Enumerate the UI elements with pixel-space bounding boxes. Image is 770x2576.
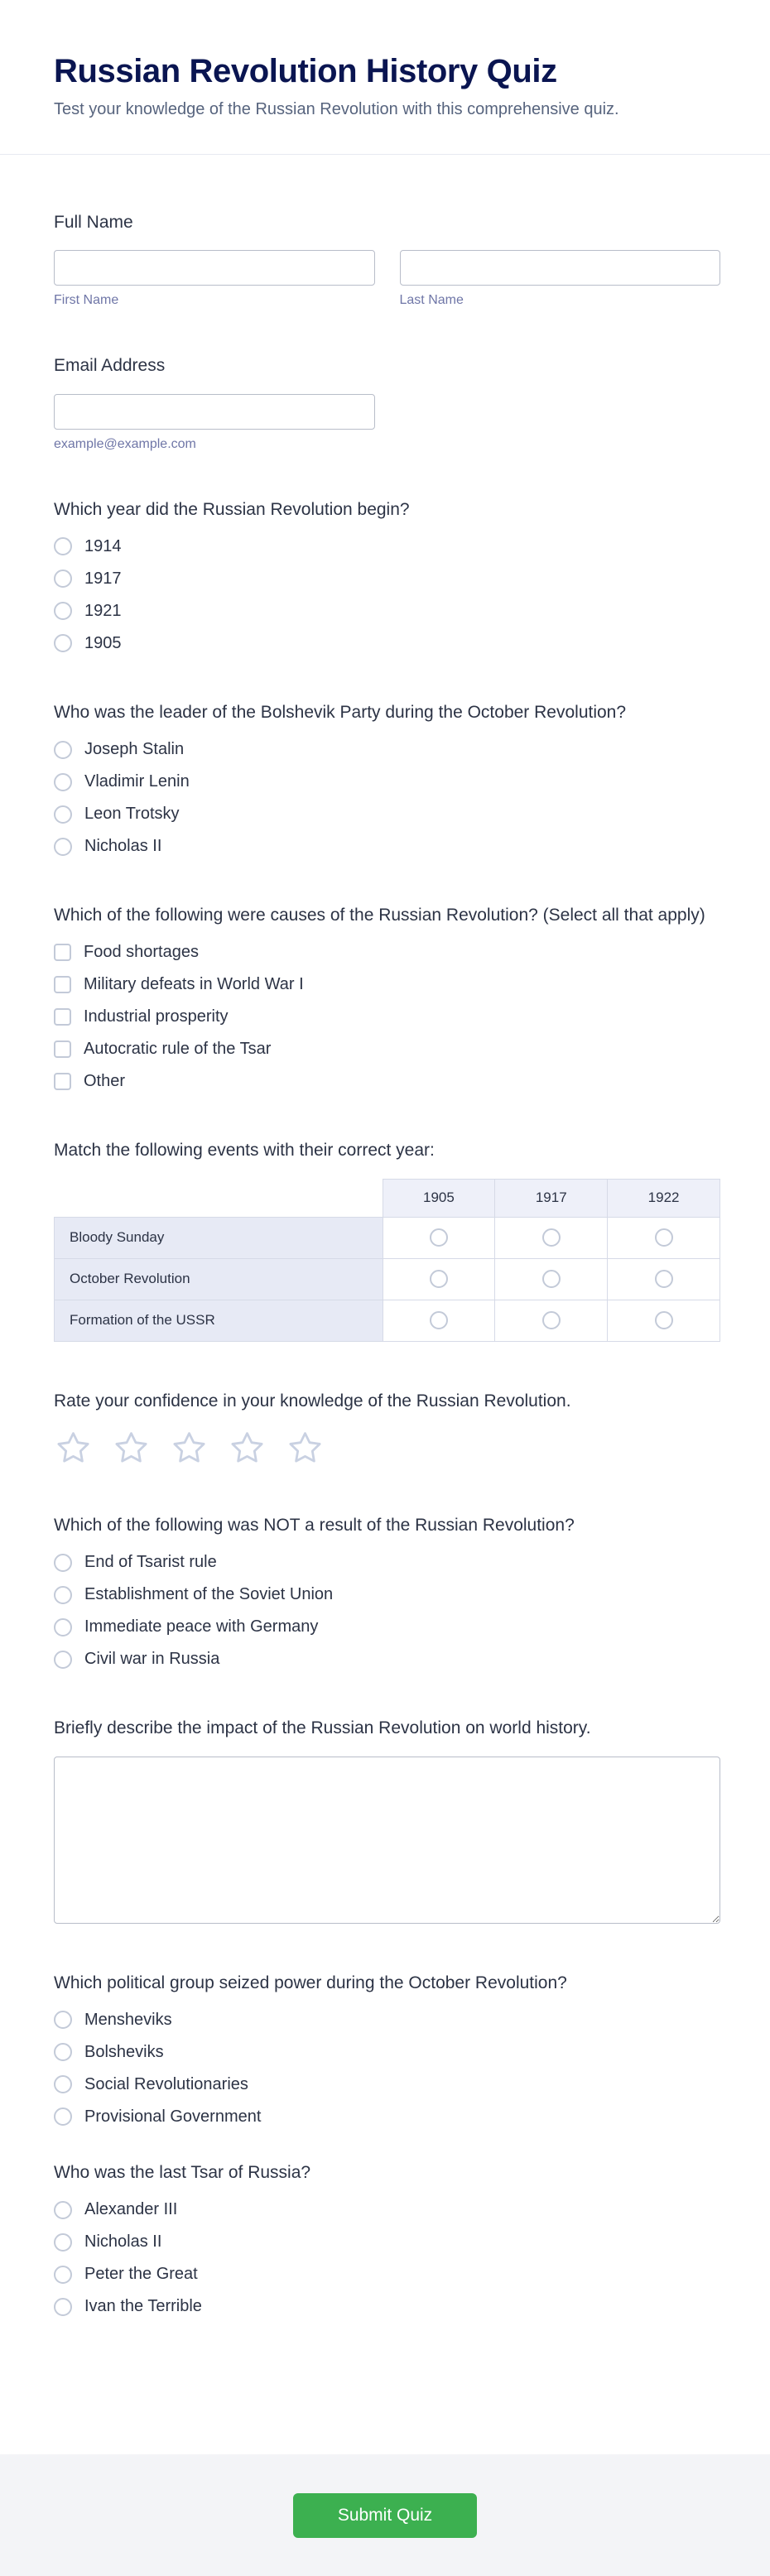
question-rating — [54, 1390, 720, 1466]
radio-icon[interactable] — [54, 2075, 72, 2093]
question-label: Which of the following was NOT a result of the Russian Revolution? — [54, 1516, 575, 1536]
matrix-cell[interactable] — [495, 1258, 608, 1300]
radio-icon[interactable] — [54, 602, 72, 620]
radio-icon[interactable] — [54, 1618, 72, 1636]
option-label: Food shortages — [84, 943, 199, 962]
matrix-col-header: 1917 — [495, 1179, 608, 1217]
checkbox-option[interactable] — [54, 1072, 720, 1091]
option-label: Leon Trotsky — [84, 805, 180, 824]
checkbox-icon[interactable] — [54, 976, 71, 993]
option-label: Provisional Government — [84, 2107, 262, 2126]
email-field-section — [54, 354, 720, 451]
question-label: Who was the last Tsar of Russia? — [54, 2162, 311, 2182]
option-label: 1917 — [84, 569, 122, 588]
checkbox-icon[interactable] — [54, 1040, 71, 1058]
option-label: End of Tsarist rule — [84, 1553, 217, 1572]
radio-option[interactable] — [54, 634, 720, 653]
matrix-cell[interactable] — [608, 1258, 720, 1300]
radio-icon[interactable] — [54, 1651, 72, 1669]
question-label: Rate your confidence in your knowledge of the Russian Revolution. — [54, 1391, 571, 1411]
option-label: Establishment of the Soviet Union — [84, 1585, 334, 1604]
radio-option[interactable] — [54, 2265, 720, 2284]
matrix-cell[interactable] — [608, 1217, 720, 1258]
matrix-cell[interactable] — [495, 1300, 608, 1341]
radio-option[interactable] — [54, 570, 720, 589]
checkbox-icon[interactable] — [54, 1008, 71, 1026]
radio-option[interactable] — [54, 1585, 720, 1604]
first-name-col — [54, 250, 375, 308]
question-label: Match the following events with their correct year: — [54, 1141, 435, 1161]
question-label: Which year did the Russian Revolution begin? — [54, 499, 410, 519]
options-list — [54, 2200, 720, 2316]
option-label: 1921 — [84, 601, 122, 620]
form-body — [0, 155, 770, 2454]
checkbox-option[interactable] — [54, 1007, 720, 1026]
radio-option[interactable] — [54, 537, 720, 556]
spacer — [54, 1958, 720, 1972]
option-label: Industrial prosperity — [84, 1007, 229, 1026]
matrix-col-header: 1922 — [608, 1179, 720, 1217]
option-label: Autocratic rule of the Tsar — [84, 1040, 272, 1059]
email-sublabel: example@example.com — [54, 436, 196, 451]
full-name-label: Full Name — [54, 213, 133, 232]
radio-option[interactable] — [54, 837, 720, 856]
question-group — [54, 1972, 720, 2127]
radio-option[interactable] — [54, 2200, 720, 2219]
radio-option[interactable] — [54, 1617, 720, 1636]
checkbox-option[interactable] — [54, 943, 720, 962]
question-not-result — [54, 1514, 720, 1669]
option-label: Mensheviks — [84, 2010, 172, 2029]
option-label: Other — [84, 1072, 126, 1091]
matrix-cell[interactable] — [383, 1258, 495, 1300]
radio-option[interactable] — [54, 1553, 720, 1572]
email-col — [54, 394, 375, 452]
matrix-row-label: October Revolution — [55, 1258, 383, 1300]
radio-icon[interactable] — [54, 2233, 72, 2252]
submit-button[interactable]: Submit Quiz — [293, 2493, 477, 2538]
radio-icon[interactable] — [54, 2266, 72, 2284]
star-icon[interactable] — [170, 1429, 209, 1466]
matrix-row — [55, 1217, 720, 1258]
matrix-col-header: 1905 — [383, 1179, 495, 1217]
options-list — [54, 2011, 720, 2127]
question-causes — [54, 904, 720, 1091]
radio-option[interactable] — [54, 740, 720, 759]
matrix-corner — [55, 1179, 383, 1217]
checkbox-option[interactable] — [54, 1040, 720, 1059]
options-list — [54, 1553, 720, 1669]
matrix-cell[interactable] — [608, 1300, 720, 1341]
name-inputs-row — [54, 250, 720, 308]
first-name-sublabel: First Name — [54, 293, 119, 308]
radio-icon[interactable] — [54, 2107, 72, 2126]
star-icon[interactable] — [54, 1429, 93, 1466]
matrix-row-label: Formation of the USSR — [55, 1300, 383, 1341]
radio-option[interactable] — [54, 2011, 720, 2030]
radio-icon[interactable] — [54, 1554, 72, 1572]
option-label: 1905 — [84, 633, 122, 652]
radio-icon[interactable] — [54, 537, 72, 555]
form-footer — [0, 2454, 770, 2576]
first-name-input[interactable] — [54, 250, 375, 286]
radio-icon[interactable] — [542, 1270, 561, 1288]
radio-icon[interactable] — [54, 838, 72, 856]
question-leader — [54, 701, 720, 856]
form-header — [0, 0, 770, 155]
radio-option[interactable] — [54, 2232, 720, 2252]
option-label: Ivan the Terrible — [84, 2297, 202, 2316]
matrix-table — [54, 1179, 720, 1342]
radio-icon[interactable] — [54, 2298, 72, 2316]
star-icon[interactable] — [112, 1429, 151, 1466]
radio-icon[interactable] — [54, 2201, 72, 2219]
last-name-input[interactable] — [400, 250, 721, 286]
option-label: Military defeats in World War I — [84, 975, 304, 994]
last-name-sublabel: Last Name — [399, 293, 464, 308]
radio-icon[interactable] — [54, 1586, 72, 1604]
matrix-cell[interactable] — [383, 1300, 495, 1341]
radio-icon[interactable] — [54, 805, 72, 824]
option-label: Peter the Great — [84, 2265, 198, 2284]
matrix-row-label: Bloody Sunday — [55, 1217, 383, 1258]
spacer — [54, 1377, 720, 1390]
email-input[interactable] — [54, 394, 375, 430]
radio-icon[interactable] — [430, 1311, 448, 1329]
radio-icon[interactable] — [54, 773, 72, 791]
radio-icon[interactable] — [430, 1270, 448, 1288]
option-label: Vladimir Lenin — [84, 772, 190, 791]
radio-icon[interactable] — [54, 741, 72, 759]
radio-option[interactable] — [54, 1650, 720, 1669]
matrix-row — [55, 1258, 720, 1300]
form-title: Russian Revolution History Quiz — [54, 53, 557, 89]
option-label: Social Revolutionaries — [84, 2074, 248, 2093]
spacer — [54, 688, 720, 701]
full-name-field — [54, 211, 720, 308]
spacer — [54, 1126, 720, 1139]
radio-icon[interactable] — [54, 634, 72, 652]
option-label: Alexander III — [84, 2200, 178, 2219]
matrix-cell[interactable] — [495, 1217, 608, 1258]
question-matrix — [54, 1139, 720, 1341]
radio-icon[interactable] — [655, 1270, 673, 1288]
question-label: Briefly describe the impact of the Russian Revolution on world history. — [54, 1718, 591, 1738]
impact-textarea[interactable] — [54, 1757, 720, 1924]
question-tsar — [54, 2161, 720, 2316]
checkbox-icon[interactable] — [54, 944, 71, 961]
question-impact — [54, 1717, 720, 1923]
last-name-col — [400, 250, 721, 308]
radio-option[interactable] — [54, 805, 720, 824]
spacer — [54, 1704, 720, 1717]
checkbox-option[interactable] — [54, 975, 720, 994]
option-label: Bolsheviks — [84, 2042, 164, 2061]
option-label: Nicholas II — [84, 837, 162, 856]
radio-icon[interactable] — [655, 1228, 673, 1247]
option-label: Immediate peace with Germany — [84, 1617, 319, 1636]
options-list — [54, 943, 720, 1091]
form-subtitle: Test your knowledge of the Russian Revolution with this comprehensive quiz. — [54, 100, 619, 118]
option-label: Nicholas II — [84, 2232, 162, 2252]
radio-option[interactable] — [54, 602, 720, 621]
radio-icon[interactable] — [655, 1311, 673, 1329]
question-label: Which of the following were causes of the Russian Revolution? (Select all that apply) — [54, 906, 705, 925]
radio-icon[interactable] — [542, 1311, 561, 1329]
options-list — [54, 537, 720, 653]
spacer — [54, 891, 720, 904]
radio-icon[interactable] — [54, 2043, 72, 2061]
question-label: Which political group seized power during the October Revolution? — [54, 1973, 567, 1992]
radio-option[interactable] — [54, 2107, 720, 2127]
radio-option[interactable] — [54, 2297, 720, 2316]
spacer — [54, 1501, 720, 1514]
options-list — [54, 740, 720, 856]
checkbox-icon[interactable] — [54, 1073, 71, 1090]
radio-icon[interactable] — [54, 2011, 72, 2029]
email-label: Email Address — [54, 356, 166, 376]
matrix-row — [55, 1300, 720, 1341]
matrix-cell[interactable] — [383, 1217, 495, 1258]
star-rating — [54, 1429, 720, 1466]
radio-icon[interactable] — [54, 570, 72, 588]
option-label: Civil war in Russia — [84, 1650, 220, 1669]
radio-option[interactable] — [54, 2043, 720, 2062]
radio-icon[interactable] — [542, 1228, 561, 1247]
option-label: Joseph Stalin — [84, 740, 185, 759]
question-year — [54, 498, 720, 653]
radio-option[interactable] — [54, 772, 720, 791]
option-label: 1914 — [84, 536, 122, 555]
radio-option[interactable] — [54, 2075, 720, 2094]
star-icon[interactable] — [286, 1429, 325, 1466]
star-icon[interactable] — [228, 1429, 267, 1466]
radio-icon[interactable] — [430, 1228, 448, 1247]
question-label: Who was the leader of the Bolshevik Party during the October Revolution? — [54, 702, 627, 722]
